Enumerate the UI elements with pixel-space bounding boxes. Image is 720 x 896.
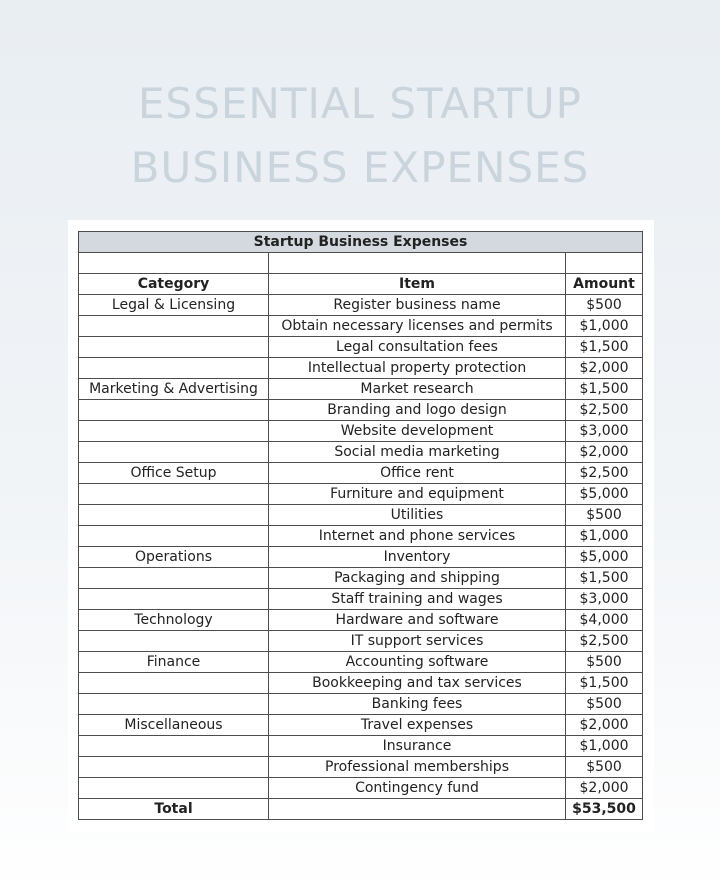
category-cell (79, 526, 269, 547)
amount-cell: $2,000 (566, 715, 643, 736)
category-cell: Office Setup (79, 463, 269, 484)
table-row (79, 337, 643, 358)
category-cell (79, 505, 269, 526)
table-row (79, 547, 643, 568)
table-row (79, 442, 643, 463)
blank-cell (269, 253, 566, 274)
category-cell (79, 694, 269, 715)
item-cell: IT support services (269, 631, 566, 652)
category-cell (79, 589, 269, 610)
category-cell (79, 316, 269, 337)
item-cell: Furniture and equipment (269, 484, 566, 505)
category-cell: Miscellaneous (79, 715, 269, 736)
category-cell (79, 568, 269, 589)
table-caption-row (79, 232, 643, 253)
category-cell: Finance (79, 652, 269, 673)
item-cell: Bookkeeping and tax services (269, 673, 566, 694)
table-row (79, 610, 643, 631)
item-cell: Banking fees (269, 694, 566, 715)
table-row (79, 316, 643, 337)
item-cell: Office rent (269, 463, 566, 484)
column-header-amount: Amount (566, 274, 643, 295)
amount-cell: $5,000 (566, 547, 643, 568)
table-row (79, 736, 643, 757)
category-cell (79, 400, 269, 421)
amount-cell: $1,500 (566, 379, 643, 400)
item-cell: Insurance (269, 736, 566, 757)
category-cell (79, 673, 269, 694)
item-cell: Staff training and wages (269, 589, 566, 610)
item-cell: Obtain necessary licenses and permits (269, 316, 566, 337)
category-cell (79, 358, 269, 379)
item-cell: Internet and phone services (269, 526, 566, 547)
amount-cell: $3,000 (566, 421, 643, 442)
table-row (79, 526, 643, 547)
amount-cell: $2,500 (566, 631, 643, 652)
item-cell: Intellectual property protection (269, 358, 566, 379)
amount-cell: $1,500 (566, 337, 643, 358)
category-cell (79, 484, 269, 505)
amount-cell: $500 (566, 295, 643, 316)
item-cell: Packaging and shipping (269, 568, 566, 589)
amount-cell: $1,000 (566, 316, 643, 337)
table-row (79, 568, 643, 589)
table-row (79, 757, 643, 778)
table-row (79, 778, 643, 799)
amount-cell: $2,000 (566, 358, 643, 379)
category-cell (79, 442, 269, 463)
table-row (79, 358, 643, 379)
amount-cell: $4,000 (566, 610, 643, 631)
amount-cell: $500 (566, 694, 643, 715)
blank-cell (566, 253, 643, 274)
category-cell (79, 757, 269, 778)
amount-cell: $2,000 (566, 442, 643, 463)
amount-cell: $1,000 (566, 526, 643, 547)
category-cell (79, 736, 269, 757)
table-row (79, 484, 643, 505)
item-cell: Travel expenses (269, 715, 566, 736)
blank-cell (79, 253, 269, 274)
amount-cell: $3,000 (566, 589, 643, 610)
category-cell: Operations (79, 547, 269, 568)
total-amount: $53,500 (566, 799, 643, 820)
table-row (79, 505, 643, 526)
table-row (79, 652, 643, 673)
total-label: Total (79, 799, 269, 820)
table-row (79, 589, 643, 610)
table-caption: Startup Business Expenses (79, 232, 643, 253)
amount-cell: $2,000 (566, 778, 643, 799)
amount-cell: $1,500 (566, 673, 643, 694)
item-cell: Market research (269, 379, 566, 400)
item-cell: Contingency fund (269, 778, 566, 799)
item-cell: Register business name (269, 295, 566, 316)
amount-cell: $500 (566, 757, 643, 778)
category-cell (79, 631, 269, 652)
amount-cell: $500 (566, 652, 643, 673)
item-cell: Utilities (269, 505, 566, 526)
total-row (79, 799, 643, 820)
item-cell: Legal consultation fees (269, 337, 566, 358)
category-cell (79, 421, 269, 442)
page-title-line-1: ESSENTIAL STARTUP (138, 79, 582, 128)
category-cell (79, 778, 269, 799)
category-cell: Marketing & Advertising (79, 379, 269, 400)
category-cell: Technology (79, 610, 269, 631)
amount-cell: $1,500 (566, 568, 643, 589)
total-item-blank (269, 799, 566, 820)
category-cell (79, 337, 269, 358)
item-cell: Accounting software (269, 652, 566, 673)
table-header-row (79, 274, 643, 295)
blank-row (79, 253, 643, 274)
table-row (79, 379, 643, 400)
table-row (79, 673, 643, 694)
amount-cell: $5,000 (566, 484, 643, 505)
amount-cell: $500 (566, 505, 643, 526)
column-header-item: Item (269, 274, 566, 295)
amount-cell: $2,500 (566, 400, 643, 421)
item-cell: Professional memberships (269, 757, 566, 778)
table-row (79, 694, 643, 715)
table-row (79, 463, 643, 484)
amount-cell: $2,500 (566, 463, 643, 484)
table-row (79, 715, 643, 736)
table-row (79, 631, 643, 652)
table-row (79, 421, 643, 442)
page-title-line-2: BUSINESS EXPENSES (130, 143, 590, 192)
page-title (0, 72, 720, 200)
item-cell: Branding and logo design (269, 400, 566, 421)
expenses-table (78, 231, 643, 820)
amount-cell: $1,000 (566, 736, 643, 757)
category-cell: Legal & Licensing (79, 295, 269, 316)
item-cell: Inventory (269, 547, 566, 568)
column-header-category: Category (79, 274, 269, 295)
table-row (79, 295, 643, 316)
item-cell: Website development (269, 421, 566, 442)
item-cell: Hardware and software (269, 610, 566, 631)
spreadsheet-sheet (68, 220, 654, 832)
table-row (79, 400, 643, 421)
item-cell: Social media marketing (269, 442, 566, 463)
